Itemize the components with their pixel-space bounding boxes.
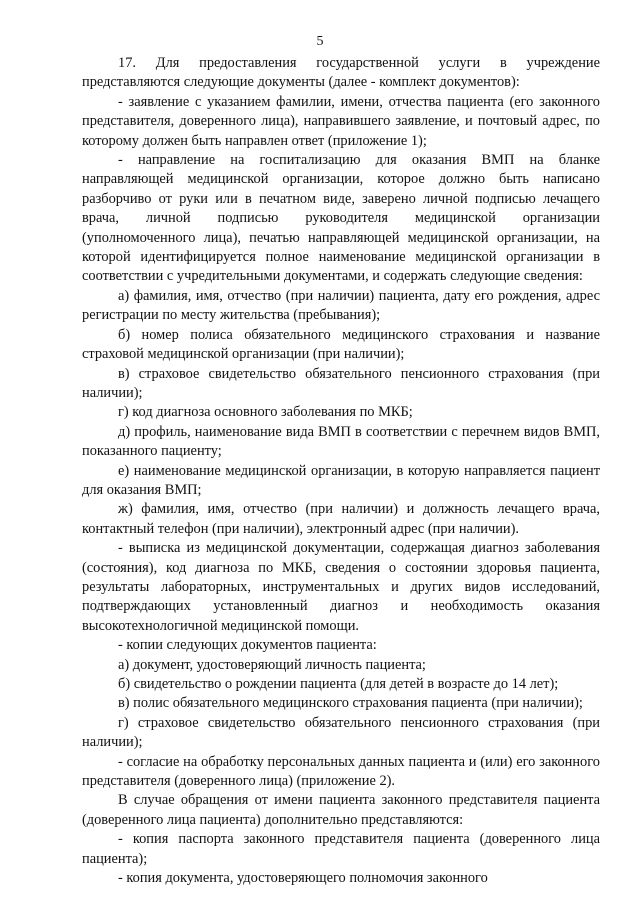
paragraph-authority-copy: - копия документа, удостоверяющего полномочия законного [118, 870, 488, 887]
paragraph-application: - заявление с указанием фамилии, имени, отчества пациента (его законного представителя, доверенного лица), направившего заявление, и почтовый адрес, по которому должен быть направлен ответ (приложение 1); [82, 93, 600, 149]
list-item-v: в) страховое свидетельство обязательного пенсионного страхования (при наличии); [82, 365, 600, 401]
paragraph-passport-copy: - копия паспорта законного представителя пациента (доверенного лица пациента); [82, 831, 600, 867]
paragraph-medical-extract: - выписка из медицинской документации, содержащая диагноз заболевания (состояния), код диагноза по МКБ, сведения о состоянии здоровья пациента, результаты лабораторных, инструментальных и других видов исследований, подтверждающих установленный диагноз и необходимость оказания высокотехнологичной медицинской помощи. [82, 540, 600, 634]
paragraph-consent: - согласие на обработку персональных данных пациента и (или) его законного представителя (доверенного лица) (приложение 2). [82, 753, 600, 790]
paragraph-representative: В случае обращения от имени пациента законного представителя пациента (доверенного лица пациента) дополнительно представляются: [82, 792, 600, 828]
list-item-b: б) номер полиса обязательного медицинского страхования и название страховой медицинской организации (при наличии); [82, 326, 600, 363]
document-body [82, 54, 600, 888]
list-item-g: г) код диагноза основного заболевания по МКБ; [118, 404, 413, 421]
list-item-d: д) профиль, наименование вида ВМП в соответствии с перечнем видов ВМП, показанного пациенту; [82, 423, 600, 460]
copies-item-g: г) страховое свидетельство обязательного пенсионного страхования (при наличии); [82, 714, 600, 751]
copies-item-b: б) свидетельство о рождении пациента (для детей в возрасте до 14 лет); [118, 676, 559, 692]
page-number: 5 [316, 34, 324, 49]
list-item-e: е) наименование медицинской организации, в которую направляется пациент для оказания ВМП; [82, 462, 600, 498]
list-item-a: а) фамилия, имя, отчество (при наличии) пациента, дату его рождения, адрес регистрации по месту жительства (пребывания); [82, 287, 600, 324]
copies-item-v: в) полис обязательного медицинского страхования пациента (при наличии); [118, 695, 583, 712]
copies-item-a: а) документ, удостоверяющий личность пациента; [118, 656, 426, 673]
paragraph-17-intro: 17. Для предоставления государственной услуги в учреждение представляются следующие документы (далее - комплект документов): [82, 55, 600, 91]
paragraph-copies: - копии следующих документов пациента: [118, 637, 377, 654]
list-item-zh: ж) фамилия, имя, отчество (при наличии) и должность лечащего врача, контактный телефон (при наличии), электронный адрес (при наличии). [82, 501, 600, 537]
paragraph-referral: - направление на госпитализацию для оказания ВМП на бланке направляющей медицинской организации, которое должно быть написано разборчиво от руки или в печатном виде, заверено личной подписью лечащего врача, личной подписью руководителя медицинской организации (уполномоченного лица), печатью направляющей медицинской организации, на которой идентифицируется полное наименование медицинской организации в соответствии с учредительными документами, и содержать следующие сведения: [82, 152, 600, 285]
